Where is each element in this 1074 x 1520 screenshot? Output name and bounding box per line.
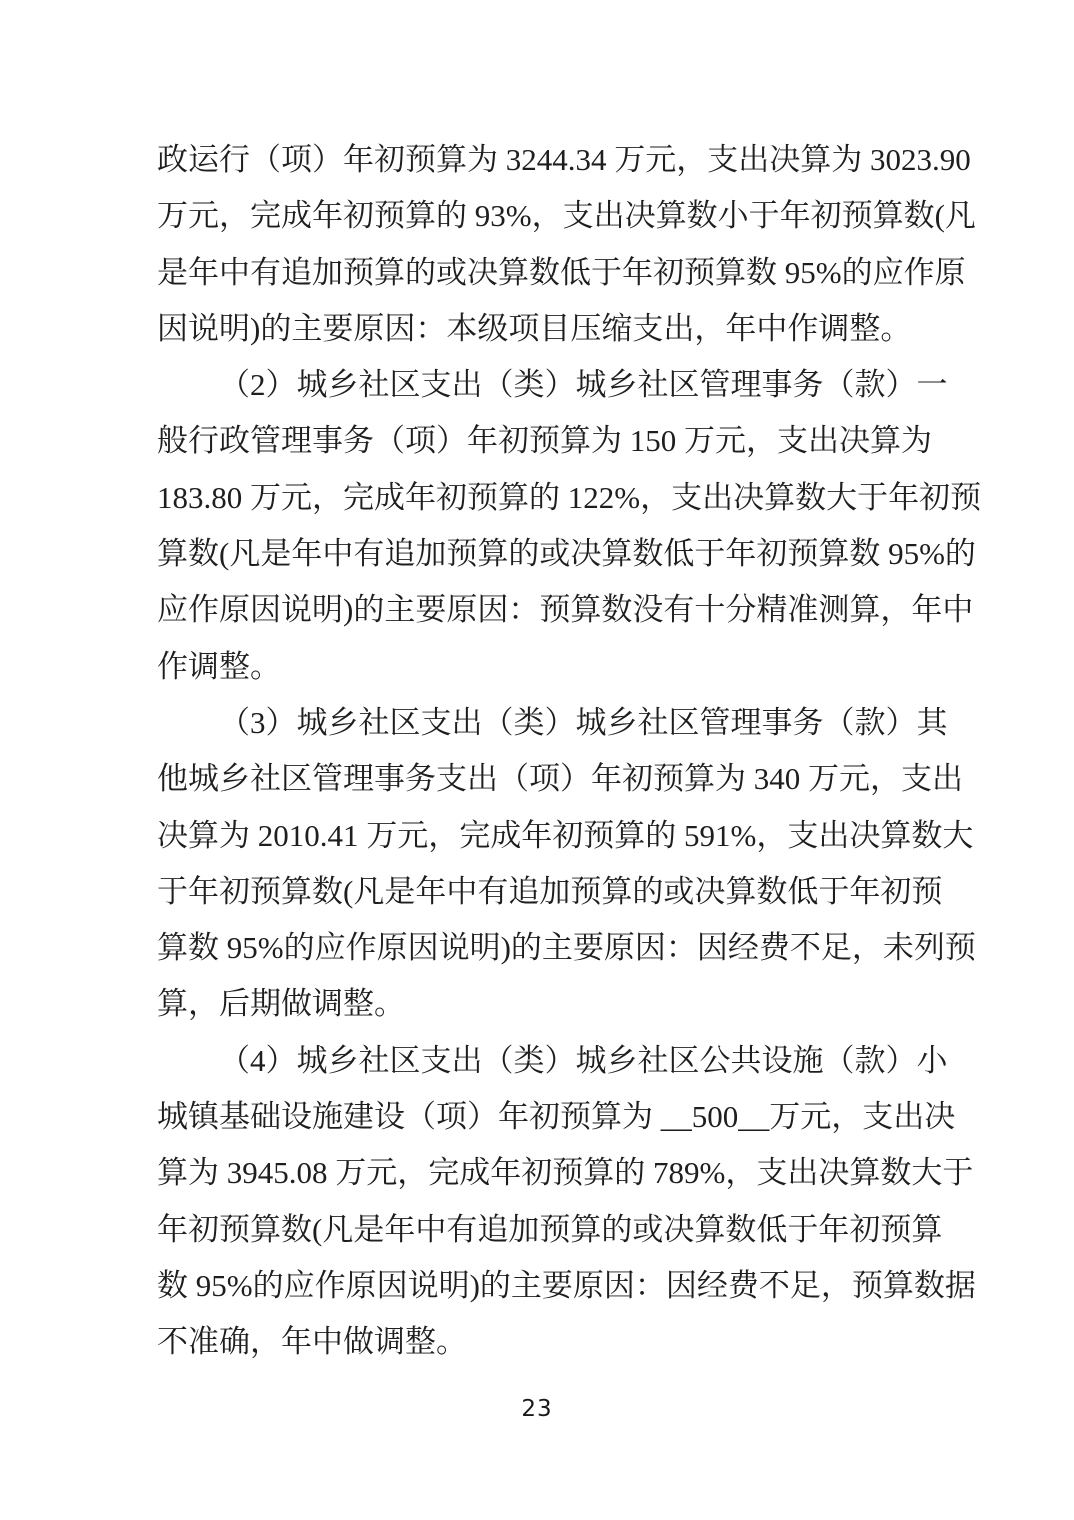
text-line: 是年中有追加预算的或决算数低于年初预算数 95%的应作原 — [157, 254, 966, 290]
text-line: 不准确，年中做调整。 — [157, 1324, 467, 1360]
text-line: 应作原因说明)的主要原因：预算数没有十分精准测算，年中 — [157, 592, 974, 628]
text-line: （4）城乡社区支出（类）城乡社区公共设施（款）小 — [219, 1042, 948, 1078]
text-line: 般行政管理事务（项）年初预算为 150 万元，支出决算为 — [157, 423, 932, 459]
text-line: 因说明)的主要原因：本级项目压缩支出，年中作调整。 — [157, 310, 912, 346]
text-line: 年初预算数(凡是年中有追加预算的或决算数低于年初预算 — [157, 1211, 943, 1247]
text-line: 政运行（项）年初预算为 3244.34 万元，支出决算为 3023.90 — [157, 142, 971, 177]
text-line: 算数(凡是年中有追加预算的或决算数低于年初预算数 95%的 — [157, 536, 976, 572]
paragraph — [157, 132, 976, 357]
text-line: 183.80 万元，完成年初预算的 122%，支出决算数大于年初预 — [157, 479, 982, 515]
text-line: 算，后期做调整。 — [157, 986, 405, 1022]
page-footer — [0, 1396, 1074, 1422]
text-line: 于年初预算数(凡是年中有追加预算的或决算数低于年初预 — [157, 873, 943, 909]
document-body — [157, 132, 982, 1371]
text-line: 算为 3945.08 万元，完成年初预算的 789%，支出决算数大于 — [157, 1155, 974, 1191]
text-line: 万元，完成年初预算的 93%，支出决算数小于年初预算数(凡 — [157, 198, 976, 234]
text-line: 城镇基础设施建设（项）年初预算为 __500__万元，支出决 — [157, 1099, 956, 1135]
text-line: 他城乡社区管理事务支出（项）年初预算为 340 万元，支出 — [157, 761, 963, 797]
text-line: （2）城乡社区支出（类）城乡社区管理事务（款）一 — [219, 367, 948, 403]
text-line: 数 95%的应作原因说明)的主要原因：因经费不足，预算数据 — [157, 1267, 976, 1303]
text-line: （3）城乡社区支出（类）城乡社区管理事务（款）其 — [219, 704, 948, 740]
paragraph — [157, 1033, 976, 1371]
paragraph — [157, 695, 976, 1033]
text-line: 决算为 2010.41 万元，完成年初预算的 591%，支出决算数大 — [157, 817, 974, 853]
page-number: 23 — [521, 1396, 553, 1422]
text-line: 算数 95%的应作原因说明)的主要原因：因经费不足，未列预 — [157, 930, 976, 966]
paragraph — [157, 357, 982, 695]
text-line: 作调整。 — [157, 648, 281, 684]
